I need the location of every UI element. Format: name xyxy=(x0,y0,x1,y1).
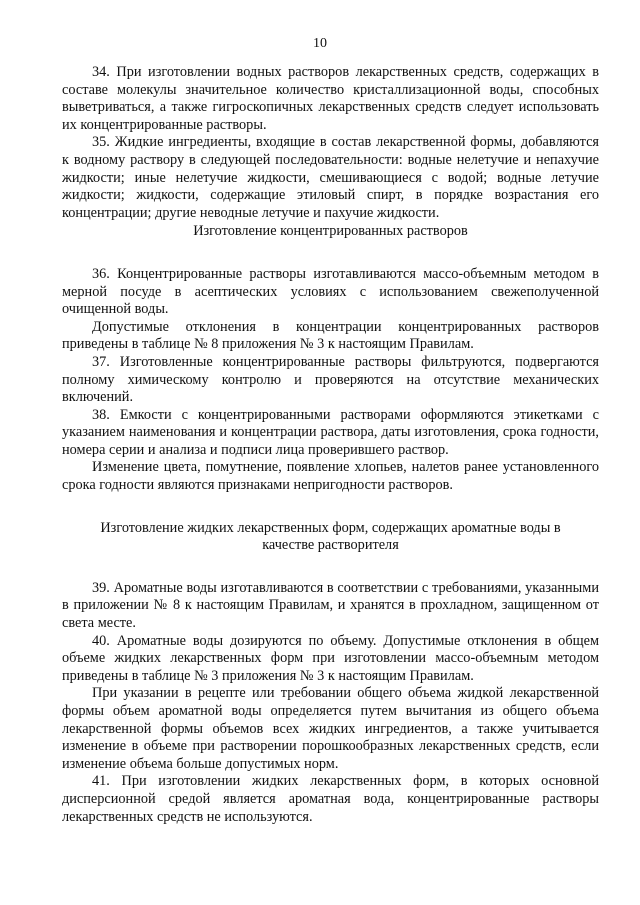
spacer xyxy=(62,495,599,520)
paragraph-38-unsuitability: Изменение цвета, помутнение, появление хлопьев, налетов ранее установленного срока годности являются признаками непригодности растворов. xyxy=(62,459,599,494)
paragraph-35: 35. Жидкие ингредиенты, входящие в состав лекарственной формы, добавляются к водному раствору в следующей последовательности: водные нелетучие и непахучие жидкости; иные нелетучие жидкости, смешивающиеся с водой; водные летучие жидкости; жидкости, содержащие этиловый спирт, в порядке возрастания его концентрации; другие неводные летучие и пахучие жидкости. xyxy=(62,134,599,221)
paragraph-40: 40. Ароматные воды дозируются по объему. Допустимые отклонения в общем объеме жидких лекарственных форм при изготовлении массо-объемным методом приведены в таблице № 3 приложения № 3 к настоящим Правилам. xyxy=(62,632,599,684)
paragraph-36: 36. Концентрированные растворы изготавливаются массо-объемным методом в мерной посуде в асептических условиях с использованием свежеполученной очищенной воды. xyxy=(62,265,599,318)
section-heading-aromatic-waters-line-2: качестве растворителя xyxy=(262,537,399,554)
spacer xyxy=(62,555,599,580)
section-heading-aromatic-waters-line-1: Изготовление жидких лекарственных форм, содержащих ароматные воды в xyxy=(100,519,561,536)
paragraph-39: 39. Ароматные воды изготавливаются в соответствии с требованиями, указанными в приложении № 8 к настоящим Правилам, и хранятся в прохладном, защищенном от света месте. xyxy=(62,579,599,632)
section-heading-concentrated-solutions: Изготовление концентрированных растворов xyxy=(193,223,468,240)
paragraph-34: 34. При изготовлении водных растворов лекарственных средств, содержащих в составе молекулы значительное количество кристаллизационной воды, способных выветриваться, а также гигроскопичных лекарственных средств следует использовать их концентрированные растворы. xyxy=(62,64,599,133)
paragraph-36-tolerances: Допустимые отклонения в концентрации концентрированных растворов приведены в таблице № 8 приложения № 3 к настоящим Правилам. xyxy=(62,318,599,353)
paragraph-40-volume: При указании в рецепте или требовании общего объема жидкой лекарственной формы объем ароматной воды определяется путем вычитания из общего объема лекарственной формы объемов всех жидких ингредиентов, а также учитывается изменение в объеме при растворении порошкообразных лекарственных средств, если изменение объема больше допустимых норм. xyxy=(62,685,599,772)
paragraph-38: 38. Емкости с концентрированными растворами оформляются этикетками с указанием наименования и концентрации раствора, даты изготовления, срока годности, номера серии и анализа и подписи лица проверившего раствор. xyxy=(62,406,599,458)
page-number: 10 xyxy=(313,36,327,51)
document-body xyxy=(62,64,599,826)
paragraph-37: 37. Изготовленные концентрированные растворы фильтруются, подвергаются полному химическому контролю и проверяются на отсутствие механических включений. xyxy=(62,353,599,406)
paragraph-41: 41. При изготовлении жидких лекарственных форм, в которых основной дисперсионной средой является ароматная вода, концентрированные растворы лекарственных средств не используются. xyxy=(62,773,599,825)
spacer xyxy=(62,241,599,266)
